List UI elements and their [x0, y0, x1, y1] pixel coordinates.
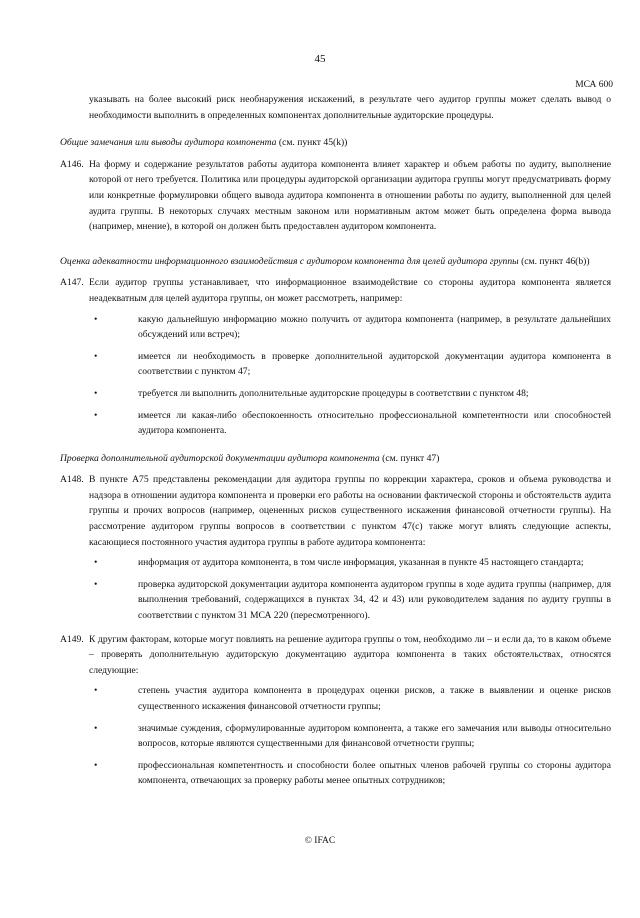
section-heading-title: Проверка дополнительной аудиторской документации аудитора компонента [60, 452, 380, 464]
section [60, 451, 611, 789]
footer-copyright: © IFAC [304, 836, 336, 846]
numbered-paragraph [60, 275, 611, 306]
page-number: 45 [314, 53, 326, 65]
paragraph-text: В пункте А75 представлены рекомендации для аудитора группы по коррекции характера, сроков и объема руководства и надзора в отношении аудитора компонента и проверки его работы на основании фактической стороны и обстоятельств аудита группы и прочих вопросов (например, оцененных рисков существенного искажения финансовой отчетности группы). На рассмотрение аудитором группы вопросов в соответствии с пунктом 47(c) также могут влиять следующие аспекты, касающиеся постоянного участия аудитора группы в работе аудитора компонента: [89, 474, 611, 548]
section-heading-title: Общие замечания или выводы аудитора компонента [60, 137, 277, 149]
bullet-item: • информация от аудитора компонента, в том числе информация, указанная в пункте 45 настоящего стандарта; [94, 557, 584, 569]
bullet-item: • значимые суждения, сформулированные аудитором компонента, а также его замечания или выводы относительно вопросов, которые являются существенными для финансовой отчетности группы; [94, 722, 611, 750]
bullet-item: • профессиональная компетентность и способности более опытных членов рабочей группы со стороны аудитора компонента, отвечающих за проверку работы менее опытных сотрудников; [94, 759, 611, 787]
section-heading-ref: (см. пункт 46(b)) [521, 255, 590, 267]
numbered-paragraph [60, 472, 611, 550]
bullet-item: • какую дальнейшую информацию можно получить от аудитора компонента (например, в результате дальнейших обсуждений или встреч); [94, 313, 611, 341]
document-body [60, 92, 611, 789]
section-heading [60, 135, 611, 151]
bullet-item: • имеется ли какая-либо обеспокоенность относительно профессиональной компетентности или способностей аудитора компонента. [94, 409, 611, 437]
numbered-paragraph [60, 157, 611, 235]
section [60, 254, 611, 439]
section [60, 135, 611, 235]
paragraph-text: Если аудитор группы устанавливает, что информационное взаимодействие со стороны аудитора компонента является неадекватным для целей аудитора группы, он может рассмотреть, например: [89, 277, 611, 304]
bullet-item: • проверка аудиторской документации аудитора компонента аудитором группы в ходе аудита группы (например, для выполнения требований, содержащихся в пунктах 34, 42 и 43) или руководителем задания по аудиту группы в соответствии с пунктом 31 МСА 220 (пересмотренного). [94, 578, 611, 622]
bullet-list [60, 683, 611, 789]
numbered-paragraph [60, 632, 611, 679]
paragraph-number: А146. [60, 158, 84, 170]
continuation-paragraph: указывать на более высокий риск необнаружения искажений, в результате чего аудитор группы может сделать вывод о необходимости выполнить в определенных компонентах дополнительные аудиторские процедуры. [89, 94, 611, 121]
section-heading-title: Оценка адекватности информационного взаимодействия с аудитором компонента для целей аудитора группы [60, 255, 519, 267]
bullet-list [60, 555, 611, 623]
section-heading-ref: (см. пункт 47) [382, 452, 440, 464]
paragraph-text: К другим факторам, которые могут повлиять на решение аудитора группы о том, необходимо ли – и если да, то в каком объеме – проверять дополнительную аудиторскую документацию аудитора компонента в таких обстоятельствах, относятся следующие: [89, 633, 611, 676]
paragraph-text: На форму и содержание результатов работы аудитора компонента влияет характер и объем работы по аудиту, выполнение которой от него требуется. Политика или процедуры аудиторской организации аудитора группы могут предусматривать форму или конкретные формулировки общего вывода аудитора компонента в отношении работы по аудиту, выполненной для целей аудита группы. В некоторых случаях местным законом или нормативным актом может быть определена форма вывода (например, мнение), в которой он должен быть предоставлен аудитором компонента. [89, 158, 611, 233]
bullet-item: • имеется ли необходимость в проверке дополнительной аудиторской документации аудитора компонента в соответствии с пунктом 47; [94, 350, 611, 378]
bullet-item: • степень участия аудитора компонента в процедурах оценки рисков, а также в выявлении и оценке рисков существенного искажения финансовой отчетности группы; [94, 685, 611, 712]
section-heading-ref: (см. пункт 45(k)) [278, 137, 348, 149]
bullet-item: • требуется ли выполнить дополнительные аудиторские процедуры в соответствии с пунктом 48; [94, 387, 529, 399]
paragraph-number: А148. [60, 474, 84, 486]
bullet-list [60, 312, 611, 439]
section-heading [60, 254, 611, 270]
paragraph-number: А147. [60, 277, 84, 289]
paragraph-number: А149. [60, 633, 84, 645]
section-heading [60, 451, 611, 467]
standard-label: МСА 600 [575, 80, 613, 90]
